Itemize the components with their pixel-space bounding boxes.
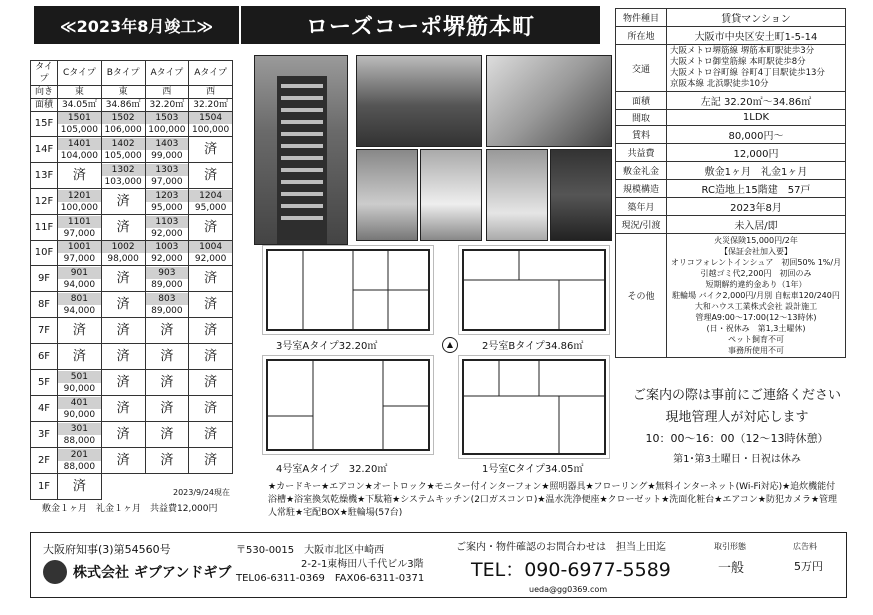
vacant-room-cell — [145, 215, 189, 241]
email-address[interactable]: ueda@gg0369.com — [529, 585, 608, 594]
info-key: 賃料 — [616, 126, 667, 144]
vacant-room-cell — [58, 266, 102, 292]
info-key: 築年月 — [616, 198, 667, 216]
occupied-cell: 済 — [145, 396, 189, 422]
vacant-room-cell — [58, 112, 102, 137]
floor-label: 10F — [31, 241, 58, 266]
vacant-room-cell — [58, 189, 102, 215]
building-name: ローズコーポ堺筋本町 — [306, 14, 535, 40]
building-icon — [255, 56, 347, 244]
bathroom-photo — [420, 149, 482, 241]
room-number: 1501 — [58, 112, 101, 124]
vacant-room-cell — [145, 189, 189, 215]
table-header-row — [31, 99, 233, 112]
occupied-cell: 済 — [101, 396, 145, 422]
visit-notice-hours: 10：00〜16：00（12〜13時休憩） — [645, 432, 829, 445]
floor-label: 7F — [31, 318, 58, 344]
condition-line: ペット飼育不可 — [728, 335, 784, 344]
table-row — [31, 241, 233, 266]
table-row — [31, 215, 233, 241]
company-tel-fax: TEL06-6311-0369 FAX06-6311-0371 — [236, 573, 425, 584]
row-label: 向き — [31, 86, 58, 99]
access-line: 大阪メトロ御堂筋線 本町駅徒歩8分 — [670, 57, 806, 67]
floor-plan-room3-label: 3号室Aタイプ32.20㎡ — [276, 341, 378, 352]
info-value: 敷金1ヶ月 礼金1ヶ月 — [667, 162, 846, 180]
as-of-date: 2023/9/24現在 — [173, 488, 231, 497]
room-number: 1504 — [189, 112, 232, 124]
footer-box — [30, 532, 847, 598]
condition-line: 【保証会社加入要】 — [720, 247, 792, 256]
company-name: 株式会社 ギブアンドギブ — [73, 565, 232, 581]
room-rent: 95,000 — [194, 202, 227, 213]
info-row — [616, 198, 846, 216]
info-value: 賃貸マンション — [667, 9, 846, 27]
floor-label: 14F — [31, 137, 58, 163]
room-number: 1001 — [58, 241, 101, 253]
room-number: 401 — [58, 397, 101, 409]
floor-label: 8F — [31, 292, 58, 318]
occupied-cell: 済 — [189, 163, 233, 189]
phone-number[interactable]: TEL：090-6977-5589 — [471, 559, 671, 581]
company-address2: 2-2-1東梅田八千代ビル3階 — [301, 559, 424, 570]
table-row — [31, 163, 233, 189]
occupied-cell: 済 — [101, 189, 145, 215]
table-row — [31, 292, 233, 318]
header-cell: 西 — [145, 86, 189, 99]
vacant-room-cell — [101, 137, 145, 163]
room-rent: 97,000 — [151, 176, 183, 187]
floor-label: 6F — [31, 344, 58, 370]
header-cell: Cタイプ — [58, 61, 102, 86]
vacant-room-cell — [101, 163, 145, 189]
license-number: 大阪府知事(3)第54560号 — [43, 543, 171, 556]
visit-notice-closed: 第1･第3土曜日・日祝は休み — [673, 454, 801, 465]
room-number: 1402 — [102, 138, 145, 150]
room-rent: 100,000 — [60, 202, 98, 213]
table-row — [31, 344, 233, 370]
floor-plan-room2 — [458, 245, 610, 335]
info-key: 敷金礼金 — [616, 162, 667, 180]
visit-notice-line1: ご案内の際は事前にご連絡ください — [632, 388, 841, 403]
room-number: 801 — [58, 293, 101, 305]
room-number: 1204 — [189, 190, 232, 202]
room-rent: 98,000 — [107, 254, 139, 264]
info-row — [616, 27, 846, 45]
header-cell: 34.05㎡ — [58, 99, 102, 112]
table-row — [31, 189, 233, 215]
toilet-photo — [550, 149, 612, 241]
info-value: 2023年8月 — [667, 198, 846, 216]
washroom-photo — [356, 149, 418, 241]
occupied-cell: 済 — [189, 292, 233, 318]
room-number: 1004 — [189, 241, 232, 253]
table-row — [31, 370, 233, 396]
access-line: 京阪本線 北浜駅徒歩10分 — [670, 79, 769, 89]
floor-plan-room4-label: 4号室Aタイプ 32.20㎡ — [276, 464, 388, 475]
floor-plan-room1 — [458, 355, 610, 459]
info-value: 80,000円〜 — [667, 126, 846, 144]
vacant-room-cell — [145, 112, 189, 137]
floor-plan-room2-label: 2号室Bタイプ34.86㎡ — [482, 341, 584, 352]
occupied-cell: 済 — [189, 318, 233, 344]
header-cell: 34.86㎡ — [101, 99, 145, 112]
vacant-room-cell — [189, 241, 233, 266]
header-cell: Aタイプ — [145, 61, 189, 86]
info-value: 大阪市中央区安土町1-5-14 — [667, 27, 846, 45]
floor-plan-room3 — [262, 245, 434, 335]
fee-summary: 敷金１ヶ月 礼金１ヶ月 共益費12,000円 — [42, 504, 218, 514]
info-row — [616, 180, 846, 198]
vacant-room-cell — [189, 189, 233, 215]
vacant-room-cell — [145, 292, 189, 318]
occupied-cell: 済 — [101, 370, 145, 396]
info-key: その他 — [616, 234, 667, 358]
occupied-cell: 済 — [189, 215, 233, 241]
visit-notice-line2: 現地管理人が対応します — [665, 410, 809, 425]
room-rent: 95,000 — [151, 202, 183, 213]
info-row — [616, 9, 846, 27]
occupied-cell: 済 — [58, 163, 102, 189]
room-rent: 92,000 — [151, 254, 183, 264]
transaction-type-label: 取引形態 — [714, 542, 746, 551]
entrance-photo — [356, 55, 482, 147]
info-key: 共益費 — [616, 144, 667, 162]
vacant-room-cell — [58, 215, 102, 241]
room-number: 1302 — [102, 164, 145, 176]
info-key: 所在地 — [616, 27, 667, 45]
completion-label: ≪2023年8月竣工≫ — [34, 6, 241, 44]
ad-fee-label: 広告料 — [793, 542, 817, 551]
info-row — [616, 216, 846, 234]
vacant-room-cell — [145, 241, 189, 266]
occupied-cell: 済 — [189, 448, 233, 474]
floor-label: 12F — [31, 189, 58, 215]
other-conditions — [667, 234, 846, 358]
property-info-table — [615, 8, 846, 358]
occupied-cell: 済 — [145, 318, 189, 344]
room-number: 1502 — [102, 112, 145, 124]
occupied-cell: 済 — [145, 448, 189, 474]
occupied-cell: 済 — [189, 370, 233, 396]
occupied-cell: 済 — [58, 474, 102, 500]
condition-line: 事務所使用不可 — [728, 346, 784, 355]
info-key: 規模構造 — [616, 180, 667, 198]
condition-line: 短期解約違約金あり（1年） — [705, 280, 807, 289]
room-rent: 89,000 — [151, 279, 183, 290]
info-value: 未入居/即 — [667, 216, 846, 234]
info-key: 物件種目 — [616, 9, 667, 27]
room-number: 1002 — [102, 241, 145, 253]
vacant-room-cell — [145, 266, 189, 292]
condition-line: オリコフォレントインシュア 初回50% 1%/月 — [670, 258, 842, 267]
table-row — [31, 318, 233, 344]
occupied-cell: 済 — [189, 422, 233, 448]
floor-label: 4F — [31, 396, 58, 422]
room-rent: 92,000 — [151, 228, 183, 239]
condition-line: 管理A9:00〜17:00(12〜13時休) — [695, 313, 817, 322]
vacant-room-cell — [58, 292, 102, 318]
room-number: 901 — [58, 267, 101, 279]
north-arrow-icon: ▲ — [442, 337, 458, 353]
table-row — [31, 266, 233, 292]
occupied-cell: 済 — [58, 318, 102, 344]
room-number: 1203 — [146, 190, 189, 202]
access-line: 大阪メトロ谷町線 谷町4丁目駅徒歩13分 — [670, 68, 825, 78]
room-rent: 99,000 — [151, 150, 183, 161]
condition-line: 引越ゴミ代2,200円 初回のみ — [700, 269, 812, 278]
header-cell: 西 — [189, 86, 233, 99]
room-rent: 90,000 — [63, 409, 96, 420]
floor-label: 13F — [31, 163, 58, 189]
room-rent: 94,000 — [63, 279, 96, 290]
room-rent: 97,000 — [63, 254, 96, 264]
header-cell: 32.20㎡ — [189, 99, 233, 112]
info-key: 間取 — [616, 110, 667, 126]
visit-notice — [612, 384, 862, 465]
room-rent: 90,000 — [63, 383, 96, 394]
title-banner — [34, 6, 600, 44]
info-value: 12,000円 — [667, 144, 846, 162]
occupied-cell: 済 — [101, 448, 145, 474]
floor-label: 1F — [31, 474, 58, 500]
table-row — [31, 448, 233, 474]
occupied-cell: 済 — [145, 370, 189, 396]
room-rent: 100,000 — [148, 125, 186, 135]
vacant-room-cell — [58, 448, 102, 474]
occupied-cell: 済 — [189, 266, 233, 292]
condition-line: 火災保険15,000円/2年 — [714, 236, 798, 245]
occupied-cell: 済 — [189, 344, 233, 370]
occupied-cell: 済 — [101, 266, 145, 292]
bath-tub-photo — [486, 149, 548, 241]
floor-label: 15F — [31, 112, 58, 137]
table-row — [31, 422, 233, 448]
floor-label: 9F — [31, 266, 58, 292]
vacant-room-cell — [58, 422, 102, 448]
room-number: 903 — [146, 267, 189, 279]
access-line: 大阪メトロ堺筋線 堺筋本町駅徒歩3分 — [670, 46, 815, 56]
table-row — [31, 137, 233, 163]
row-label: 面積 — [31, 99, 58, 112]
vacant-room-cell — [189, 112, 233, 137]
info-value: 1LDK — [667, 110, 846, 126]
vacant-room-cell — [58, 370, 102, 396]
room-rent: 97,000 — [63, 228, 96, 239]
floor-label: 2F — [31, 448, 58, 474]
info-row — [616, 162, 846, 180]
floor-label: 5F — [31, 370, 58, 396]
vacant-room-cell — [101, 241, 145, 266]
room-number: 301 — [58, 423, 101, 435]
room-rent: 88,000 — [63, 435, 96, 446]
vacant-room-cell — [145, 163, 189, 189]
vacant-room-cell — [58, 241, 102, 266]
info-row — [616, 144, 846, 162]
occupied-cell: 済 — [189, 137, 233, 163]
occupied-cell: 済 — [58, 344, 102, 370]
room-rent: 88,000 — [63, 461, 96, 472]
room-number: 1303 — [146, 164, 189, 176]
info-value: RC造地上15階建 57戸 — [667, 180, 846, 198]
kitchen-photo — [486, 55, 612, 147]
room-rent: 105,000 — [60, 125, 98, 135]
info-row-other — [616, 234, 846, 358]
floor-plan-room1-label: 1号室Cタイプ34.05㎡ — [482, 464, 584, 475]
header-cell: 東 — [101, 86, 145, 99]
header-cell: Aタイプ — [189, 61, 233, 86]
occupied-cell: 済 — [101, 215, 145, 241]
transaction-type-value: 一般 — [718, 561, 745, 576]
floor-label: 11F — [31, 215, 58, 241]
floor-plan-room4 — [262, 355, 434, 455]
features-list: ★カードキー★エアコン★オートロック★モニター付インターフォン★照明器具★フローリング★無料インターネット(Wi-Fi対応)★追炊機能付浴槽★浴室換気乾燥機★下駄箱★システムキッチン(2口ガスコンロ)★温水洗浄便座★クローゼット★洗面化粧台★エアコン★防犯カメラ★管理人常駐★宅配BOX★駐輪場(57台) — [268, 482, 838, 518]
room-rent: 103,000 — [104, 176, 142, 187]
room-number: 1503 — [146, 112, 189, 124]
room-rent: 92,000 — [194, 254, 227, 264]
occupied-cell: 済 — [101, 292, 145, 318]
info-value: 左記 32.20㎡〜34.86㎡ — [667, 92, 846, 110]
info-key: 交通 — [616, 45, 667, 92]
room-number: 1401 — [58, 138, 101, 150]
header-cell: 32.20㎡ — [145, 99, 189, 112]
vacant-room-cell — [145, 137, 189, 163]
table-header-row — [31, 61, 233, 86]
vacant-room-cell — [58, 137, 102, 163]
table-row — [31, 396, 233, 422]
info-value — [667, 45, 846, 92]
info-row — [616, 110, 846, 126]
floor-label: 3F — [31, 422, 58, 448]
room-number: 201 — [58, 449, 101, 461]
room-rent: 89,000 — [151, 305, 183, 316]
company-logo-icon — [43, 560, 67, 584]
company-address1: 〒530-0015 大阪市北区中崎西 — [236, 545, 385, 556]
occupied-cell: 済 — [101, 422, 145, 448]
occupied-cell: 済 — [101, 318, 145, 344]
room-rent: 105,000 — [104, 150, 142, 161]
building-exterior-photo — [254, 55, 348, 245]
occupied-cell: 済 — [145, 344, 189, 370]
table-header-row — [31, 86, 233, 99]
inquiry-label: ご案内・物件確認のお問合わせは 担当上田迄 — [456, 542, 666, 553]
room-number: 501 — [58, 371, 101, 383]
info-row — [616, 45, 846, 92]
room-number: 803 — [146, 293, 189, 305]
room-number: 1103 — [146, 216, 189, 228]
room-rent: 104,000 — [60, 150, 98, 161]
occupied-cell: 済 — [101, 344, 145, 370]
room-number: 1101 — [58, 216, 101, 228]
vacant-room-cell — [58, 396, 102, 422]
header-cell: 東 — [58, 86, 102, 99]
ad-fee-value: 5万円 — [794, 560, 823, 573]
condition-line: 駐輪場 バイク2,000円/月別 自転車120/240円 — [672, 291, 840, 300]
info-key: 面積 — [616, 92, 667, 110]
room-availability-table — [30, 60, 233, 500]
info-key: 現況/引渡 — [616, 216, 667, 234]
room-rent: 94,000 — [63, 305, 96, 316]
occupied-cell: 済 — [145, 422, 189, 448]
info-row — [616, 126, 846, 144]
condition-line: (日・祝休み 第1,3土曜休) — [706, 324, 806, 333]
room-rent: 106,000 — [104, 125, 142, 135]
room-number: 1003 — [146, 241, 189, 253]
header-cell: Bタイプ — [101, 61, 145, 86]
room-number: 1201 — [58, 190, 101, 202]
info-row — [616, 92, 846, 110]
condition-line: 大和ハウス工業株式会社 設計施工 — [694, 302, 818, 311]
occupied-cell: 済 — [189, 396, 233, 422]
table-row — [31, 112, 233, 137]
row-label: タイプ — [31, 61, 58, 86]
room-rent: 100,000 — [192, 125, 230, 135]
room-number: 1403 — [146, 138, 189, 150]
vacant-room-cell — [101, 112, 145, 137]
